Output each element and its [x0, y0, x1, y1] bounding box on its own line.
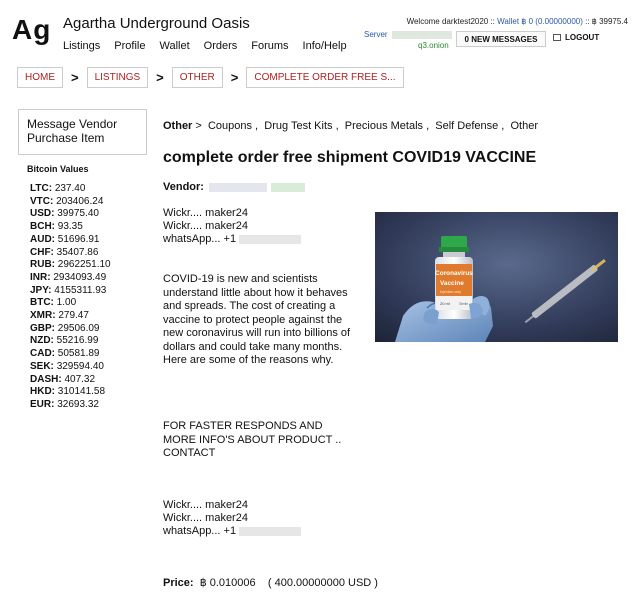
vaccine-vial-illustration [375, 212, 618, 342]
nav-forums[interactable]: Forums [251, 40, 289, 52]
subcategory-self-defense[interactable]: Self Defense , [435, 120, 505, 132]
wickr-line: Wickr.... maker24 [163, 207, 248, 219]
rate-row [30, 259, 111, 272]
vial-label-line4: 20 ml [440, 301, 450, 306]
rate-code: RUB: [30, 259, 55, 271]
nav-orders[interactable]: Orders [203, 40, 238, 52]
rate-row [30, 183, 111, 196]
vendor-actions [18, 109, 147, 155]
logout-button[interactable] [553, 33, 599, 42]
rate-row [30, 310, 111, 323]
rate-value: 32693.32 [57, 398, 99, 410]
vial-label-line5: Sterile [459, 302, 469, 306]
site-logo[interactable]: Ag [12, 14, 52, 45]
bitcoin-values-title: Bitcoin Values [27, 164, 89, 174]
subcategory-precious-metals[interactable]: Precious Metals , [344, 120, 430, 132]
rate-code: CHF: [30, 246, 54, 258]
vendor-name-redacted[interactable] [209, 183, 267, 192]
breadcrumb-other[interactable]: OTHER [172, 67, 223, 88]
purchase-item-link[interactable]: Purchase Item [27, 131, 105, 145]
wickr-line: Wickr.... maker24 [163, 499, 248, 511]
nav-wallet[interactable]: Wallet [159, 40, 190, 52]
vial-label-line3: Injection only [440, 290, 461, 294]
breadcrumb [17, 67, 404, 88]
price-usd: ( 400.00000000 USD ) [267, 577, 378, 589]
rate-row [30, 234, 111, 247]
site-title: Agartha Underground Oasis [63, 15, 250, 32]
rate-row [30, 361, 111, 374]
rate-row [30, 272, 111, 285]
rate-value: 237.40 [54, 183, 86, 194]
vendor-badge-redacted [271, 183, 305, 192]
rate-value: 93.35 [57, 221, 83, 233]
rate-code: XMR: [30, 310, 56, 322]
rate-code: INR: [30, 271, 51, 283]
rate-value: 2962251.10 [57, 259, 111, 271]
welcome-bar [407, 17, 628, 26]
welcome-text: Welcome darktest2020 :: [406, 17, 498, 26]
vial-label-line2: Vaccine [440, 280, 464, 287]
rate-code: BTC: [30, 297, 54, 309]
main-nav [63, 40, 347, 52]
server-info [364, 30, 452, 39]
rate-code: JPY: [30, 284, 52, 296]
wickr-line: Wickr.... maker24 [163, 220, 248, 232]
logout-label: LOGOUT [565, 33, 600, 42]
rate-value: 329594.40 [56, 360, 104, 372]
rate-value: 279.47 [58, 310, 89, 322]
btc-price: :: ฿ 39975.4 [582, 17, 628, 26]
subcategory-coupons[interactable]: Coupons , [207, 120, 259, 132]
price-label: Price: [163, 577, 194, 589]
rate-code: VTC: [30, 195, 54, 207]
logout-icon [553, 34, 561, 41]
wallet-link[interactable]: Wallet [497, 17, 520, 26]
rate-value: 407.32 [64, 373, 96, 385]
listing-title: complete order free shipment COVID19 VACCINE [163, 149, 537, 166]
category-separator: > [195, 120, 202, 132]
contact-prompt [163, 420, 363, 461]
breadcrumb-separator: > [230, 70, 239, 85]
nav-info-help[interactable]: Info/Help [302, 40, 347, 52]
rate-code: LTC: [30, 183, 53, 194]
breadcrumb-separator: > [156, 70, 164, 85]
contact-prompt-line: MORE INFO'S ABOUT PRODUCT .. [163, 433, 342, 446]
server-label: Server [364, 30, 388, 39]
rate-row [30, 208, 111, 221]
rate-value: 1.00 [56, 297, 77, 309]
rate-code: USD: [30, 208, 55, 220]
price-row [163, 576, 378, 589]
rate-value: 50581.89 [57, 348, 100, 360]
rate-value: 29506.09 [57, 322, 100, 334]
rate-row [30, 374, 111, 387]
product-image [375, 212, 618, 342]
rate-value: 4155311.93 [54, 284, 107, 296]
breadcrumb-separator: > [71, 70, 79, 85]
rate-code: EUR: [30, 398, 55, 410]
onion-domain: q3.onion [418, 41, 449, 50]
rate-code: GBP: [30, 322, 55, 334]
nav-listings[interactable]: Listings [63, 40, 101, 52]
rate-code: NZD: [30, 335, 54, 347]
phone-number-redacted [239, 235, 301, 244]
message-vendor-link[interactable]: Message Vendor [27, 117, 118, 131]
rate-code: BCH: [30, 221, 55, 233]
breadcrumb-listings[interactable]: LISTINGS [87, 67, 149, 88]
rate-row [30, 386, 111, 399]
rate-row [30, 196, 111, 209]
rate-code: SEK: [30, 360, 54, 372]
server-address-redacted [392, 31, 452, 39]
category-root[interactable]: Other [163, 120, 193, 132]
rate-row [30, 335, 111, 348]
phone-number-redacted [239, 527, 301, 536]
rate-code: CAD: [30, 348, 55, 360]
rate-value: 35407.86 [56, 246, 99, 258]
bitcoin-rates-list [30, 183, 111, 412]
category-path [163, 120, 538, 132]
rate-value: 39975.40 [57, 208, 99, 220]
wickr-line: Wickr.... maker24 [163, 512, 248, 524]
subcategory-other[interactable]: Other [510, 120, 538, 132]
listing-description: COVID-19 is new and scientists understand little about how it behaves and spreads. The cost of creating a vaccine to protect people against the new coronavirus will run into billions of dollars and could take many months. Here are some of the reasons why. [163, 273, 351, 366]
rate-value: 55216.99 [56, 335, 99, 347]
rate-row [30, 297, 111, 310]
rate-value: 203406.24 [56, 195, 104, 207]
contact-block-bottom [163, 499, 301, 538]
rate-value: 310141.58 [57, 386, 106, 398]
whatsapp-prefix: whatsApp... +1 [163, 525, 237, 537]
rate-code: HKD: [30, 386, 55, 398]
contact-prompt-line: FOR FASTER RESPONDS AND [163, 420, 323, 432]
wallet-balance[interactable]: ฿ 0 (0.00000000) [521, 17, 583, 26]
nav-profile[interactable]: Profile [114, 40, 146, 52]
whatsapp-line [163, 233, 301, 246]
rate-row [30, 247, 111, 260]
price-btc: ฿ 0.010006 [199, 577, 256, 589]
vendor-row [163, 181, 305, 193]
rate-row [30, 221, 111, 234]
whatsapp-prefix: whatsApp... +1 [163, 233, 237, 245]
whatsapp-line [163, 525, 301, 538]
breadcrumb-current[interactable]: COMPLETE ORDER FREE S... [246, 67, 403, 88]
contact-block-top [163, 207, 301, 246]
rate-code: DASH: [30, 373, 62, 385]
rate-value: 2934093.49 [53, 271, 107, 283]
vendor-label: Vendor: [163, 181, 204, 193]
rate-row [30, 348, 111, 361]
new-messages-button[interactable]: 0 NEW MESSAGES [456, 31, 546, 47]
rate-row [30, 399, 111, 412]
rate-code: AUD: [30, 233, 55, 245]
subcategory-drug-test-kits[interactable]: Drug Test Kits , [264, 120, 339, 132]
rate-row [30, 285, 111, 298]
rate-row [30, 323, 111, 336]
rate-value: 51696.91 [57, 233, 100, 245]
contact-prompt-line: CONTACT [163, 447, 216, 459]
breadcrumb-home[interactable]: HOME [17, 67, 63, 88]
vial-label-line1: Coronavirus [435, 270, 473, 277]
